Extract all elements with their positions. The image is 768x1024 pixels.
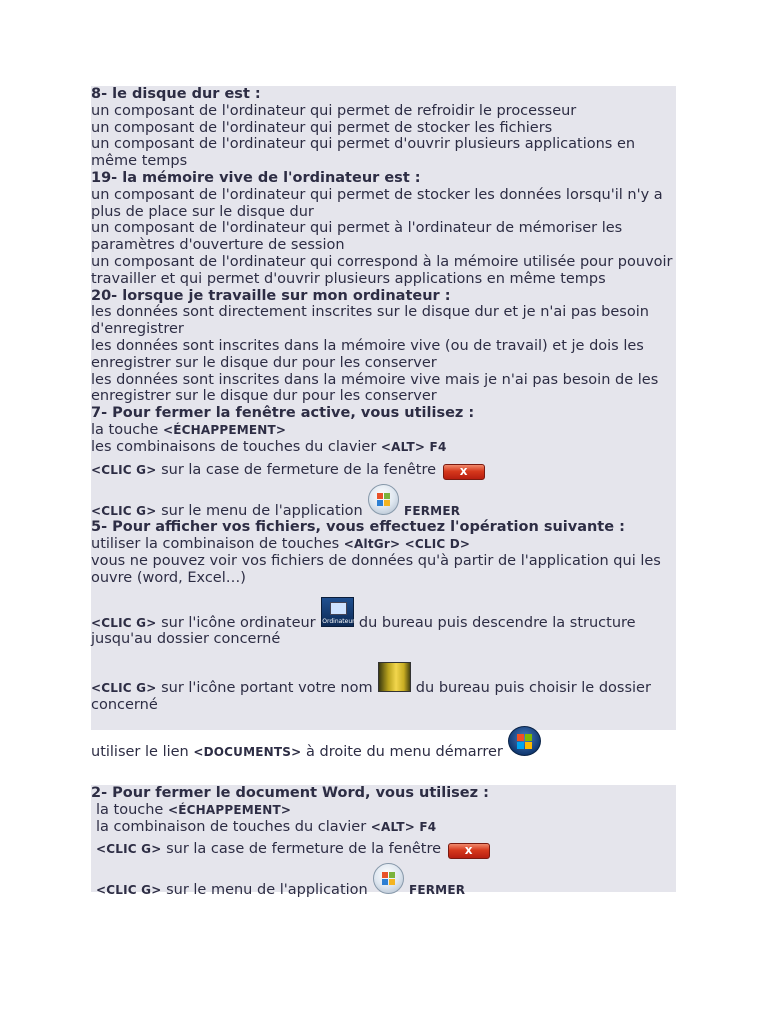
answer-text: la combinaison de touches du clavier [96,818,371,835]
key-label: <ALT> F4 [380,439,447,454]
question-7-title: 7- Pour fermer la fenêtre active, vous utilisez : [91,405,475,422]
answer-option[interactable]: un composant de l'ordinateur qui permet d'ouvrir plusieurs applications en même temps [91,136,636,170]
answer-option[interactable]: un composant de l'ordinateur qui permet de stocker les fichiers [91,119,553,136]
answer-text: du bureau puis descendre la structure jusqu'au dossier concerné [91,614,636,648]
answer-option[interactable] [91,597,676,649]
windows-start-icon [508,726,541,756]
answer-text: sur la case de fermeture de la fenêtre [156,461,437,478]
office-button-icon [373,863,404,894]
question-5-title: 5- Pour afficher vos fichiers, vous effectuez l'opération suivante : [91,519,625,536]
answer-option[interactable]: les données sont inscrites dans la mémoire vive mais je n'ai pas besoin de les enregistrer sur le disque dur pour les conserver [91,371,659,405]
quiz-block-2 [91,785,676,899]
answer-option[interactable] [91,802,676,819]
answer-text: sur l'icône ordinateur [156,614,316,631]
user-folder-icon [378,662,411,692]
answer-text: les combinaisons de touches du clavier [91,438,381,455]
answer-option[interactable] [91,726,676,761]
office-button-icon [368,484,399,515]
answer-option[interactable] [91,863,676,899]
quiz-block-1 [91,86,676,760]
computer-icon [321,597,354,627]
key-label: <CLIC G> [91,615,157,630]
answer-text: sur le menu de l'application [156,502,363,519]
answer-text: sur l'icône portant votre nom [156,680,373,697]
answer-text: utiliser le lien [91,743,194,760]
answer-option[interactable] [91,841,676,858]
answer-option[interactable]: un composant de l'ordinateur qui permet de refroidir le processeur [91,102,577,119]
answer-text: du bureau puis choisir le dossier concerné [91,680,651,713]
answer-text: la touche [96,801,168,818]
answer-text: sur la case de fermeture de la fenêtre [161,841,442,858]
key-label: <ÉCHAPPEMENT> [162,422,287,437]
key-label: <CLIC G> [91,503,157,518]
key-label: <CLIC G> [91,681,157,696]
key-label: <DOCUMENTS> [193,744,302,759]
answer-option[interactable]: un composant de l'ordinateur qui permet de stocker les données lorsqu'il n'y a plus de place sur le disque dur [91,186,663,220]
answer-option[interactable] [91,422,676,439]
question-8-title: 8- le disque dur est : [91,86,261,102]
window-close-icon: x [443,464,485,480]
answer-option[interactable] [91,662,676,714]
window-close-icon: x [448,843,490,859]
question-2-title: 2- Pour fermer le document Word, vous utilisez : [91,785,489,801]
key-label: <CLIC G> [96,842,162,857]
answer-option[interactable]: les données sont inscrites dans la mémoire vive (ou de travail) et je dois les enregistrer sur le disque dur pour les conserver [91,337,644,371]
key-label: FERMER [408,883,466,898]
answer-option[interactable] [91,819,676,836]
answer-text: à droite du menu démarrer [301,743,503,760]
answer-text: sur le menu de l'application [161,882,368,899]
answer-option[interactable] [91,439,676,456]
answer-text: utiliser la combinaison de touches [91,536,344,553]
question-19-title: 19- la mémoire vive de l'ordinateur est : [91,169,421,186]
answer-option[interactable]: un composant de l'ordinateur qui permet à l'ordinateur de mémoriser les paramètres d'ouverture de session [91,220,623,254]
answer-option[interactable]: vous ne pouvez voir vos fichiers de données qu'à partir de l'application qui les ouvre (word, Excel…) [91,552,661,586]
key-label: <CLIC G> [91,462,157,477]
answer-option[interactable]: les données sont directement inscrites sur le disque dur et je n'ai pas besoin d'enregistrer [91,304,649,338]
key-label: FERMER [403,503,461,518]
key-label: <ÉCHAPPEMENT> [167,802,292,817]
answer-option[interactable] [91,462,676,479]
question-20-title: 20- lorsque je travaille sur mon ordinateur : [91,287,451,304]
answer-option[interactable] [91,536,676,553]
key-label: <CLIC G> [96,883,162,898]
key-label: <AltGr> <CLIC D> [343,537,471,552]
answer-option[interactable] [91,484,676,520]
answer-option[interactable]: un composant de l'ordinateur qui correspond à la mémoire utilisée pour pouvoir travailler et qui permet d'ouvrir plusieurs applications en même temps [91,253,673,287]
answer-text: la touche [91,421,163,438]
computer-icon-label: Ordinateur [322,617,355,625]
key-label: <ALT> F4 [370,819,437,834]
